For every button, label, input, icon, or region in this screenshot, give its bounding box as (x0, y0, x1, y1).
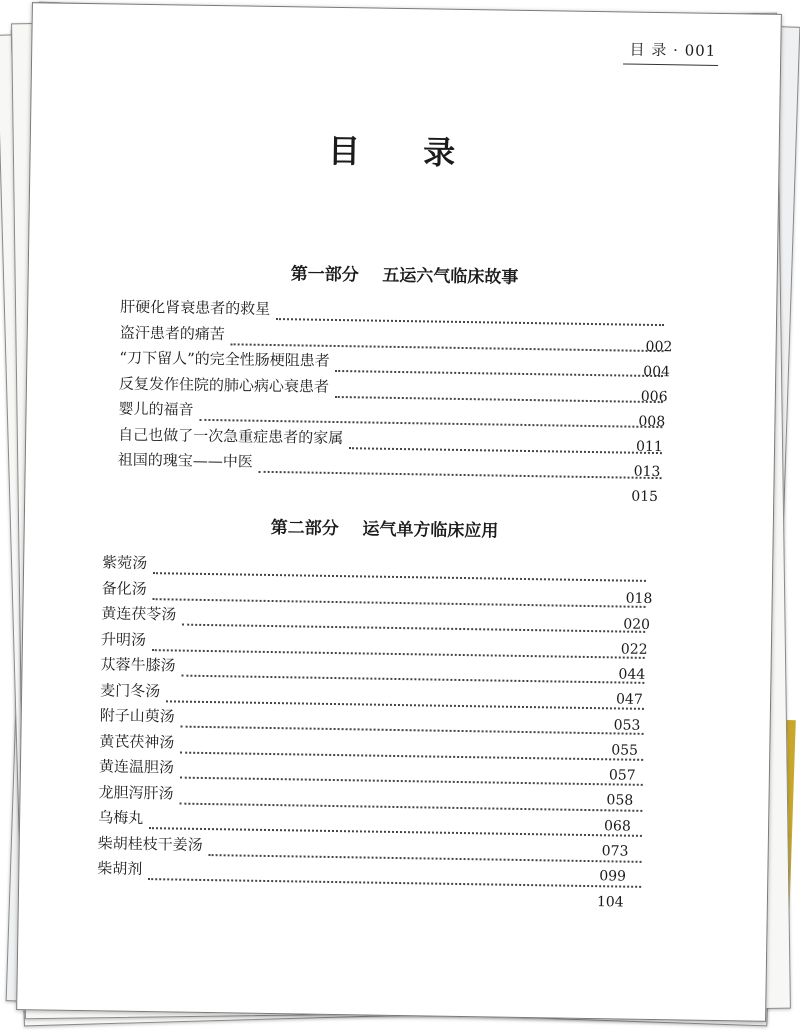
toc-entry-title: 附子山萸汤 (99, 706, 175, 726)
toc-entry-title: 麦门冬汤 (100, 680, 161, 700)
page-number: 058 (606, 792, 634, 809)
toc-list (118, 295, 669, 482)
toc-entry-title: 黄芪茯神汤 (99, 731, 175, 751)
toc-entry-title: 黄连温胆汤 (98, 757, 175, 777)
page-number: 015 (631, 488, 659, 506)
page-number: 073 (601, 843, 629, 860)
toc-entry-title: 肝硬化肾衰患者的救星 (120, 297, 271, 318)
dot-leader (259, 470, 662, 479)
page-number: 004 (643, 363, 671, 381)
dot-leader (148, 877, 641, 888)
page-number: 053 (613, 717, 641, 734)
part-heading: 第一部分 五运六气临床故事 (290, 264, 519, 288)
toc-entry-title: 祖国的瑰宝——中医 (117, 450, 253, 471)
toc-entry-title: 盗汗患者的痛苦 (119, 323, 225, 343)
toc-entry-title: 紫菀汤 (102, 553, 148, 573)
page-number: 006 (640, 388, 668, 406)
toc-entry-title: 柴胡剂 (97, 859, 143, 879)
page-number: 018 (625, 590, 653, 607)
page-number: 055 (611, 742, 639, 759)
toc-entry-title: 升明汤 (100, 629, 147, 649)
toc-page (16, 2, 782, 1022)
page-number: 008 (638, 413, 666, 431)
page-number: 013 (633, 463, 661, 481)
toc-entry-title: “刀下留人”的完全性肠梗阻患者 (119, 348, 330, 370)
running-header: 目 录 · 001 (623, 38, 718, 65)
toc-entry-title: 龙胆泻肝汤 (98, 782, 174, 802)
page-number: 047 (615, 691, 643, 708)
toc-entry-title: 婴儿的福音 (118, 399, 194, 419)
page-number: 099 (599, 868, 627, 885)
page-number: 011 (635, 438, 663, 456)
page-number: 022 (620, 641, 648, 658)
page-number: 044 (618, 666, 646, 683)
page-title: 目 录 (327, 131, 482, 173)
toc-entry-title: 反复发作住院的肺心病心衰患者 (118, 374, 330, 396)
page-number: 057 (608, 767, 636, 784)
page-number: 104 (596, 894, 624, 911)
toc-entry-title: 苁蓉牛膝汤 (100, 655, 176, 675)
toc-entry-title: 黄连茯苓汤 (101, 604, 177, 624)
page-number: 002 (645, 338, 673, 356)
part-heading: 第二部分 运气单方临床应用 (270, 517, 499, 542)
page-number: 020 (623, 616, 651, 633)
toc-entry-title: 自己也做了一次急重症患者的家属 (118, 425, 344, 447)
toc-entry-title: 备化汤 (101, 578, 147, 598)
toc-entry-title: 柴胡桂枝干姜汤 (97, 833, 203, 854)
page-number: 068 (603, 818, 631, 835)
toc-entry-title: 乌梅丸 (98, 808, 144, 828)
toc-list (97, 550, 650, 890)
